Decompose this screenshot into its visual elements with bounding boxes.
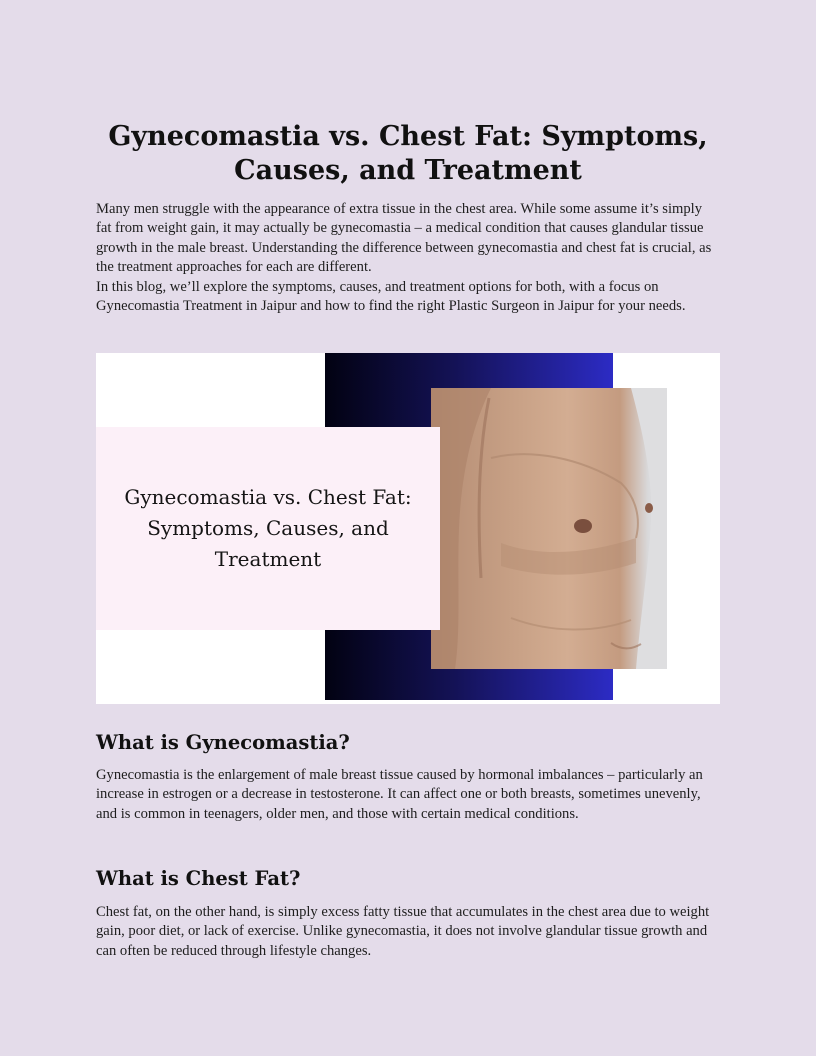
section-body-chest-fat: Chest fat, on the other hand, is simply excess fatty tissue that accumulates in the chest area due to weight gain, poor diet, or lack of exercise. Unlike gynecomastia, it does not involve glandular tissue growth and can often be reduced through lifestyle changes. (96, 904, 710, 959)
section-heading-gynecomastia: What is Gynecomastia? (96, 731, 350, 754)
intro-text (96, 200, 720, 316)
section-body-gynecomastia: Gynecomastia is the enlargement of male breast tissue caused by hormonal imbalances – particularly an increase in estrogen or a decrease in testosterone. It can affect one or both breasts, sometimes unevenly, and is common in teenagers, older men, and those with certain medical conditions. (96, 767, 703, 822)
chest-photo (431, 388, 667, 669)
intro-paragraph: In this blog, we’ll explore the symptoms, causes, and treatment options for both, with a focus on Gynecomastia Treatment in Jaipur and how to find the right Plastic Surgeon in Jaipur for your needs. (96, 278, 686, 315)
hero-title-card (96, 427, 440, 630)
hero-banner-image (96, 353, 720, 704)
section-heading-chest-fat: What is Chest Fat? (96, 867, 301, 890)
torso-illustration (431, 388, 667, 669)
intro-paragraph: Many men struggle with the appearance of extra tissue in the chest area. While some assume it’s simply fat from weight gain, it may actually be gynecomastia – a medical condition that causes glandular tissue growth in the male breast. Understanding the difference between gynecomastia and chest fat is crucial, as the treatment approaches for each are different. (96, 201, 712, 276)
page-title: Gynecomastia vs. Chest Fat: Symptoms, Causes, and Treatment (108, 121, 708, 186)
hero-card-title: Gynecomastia vs. Chest Fat: Symptoms, Causes, and Treatment (124, 485, 412, 571)
